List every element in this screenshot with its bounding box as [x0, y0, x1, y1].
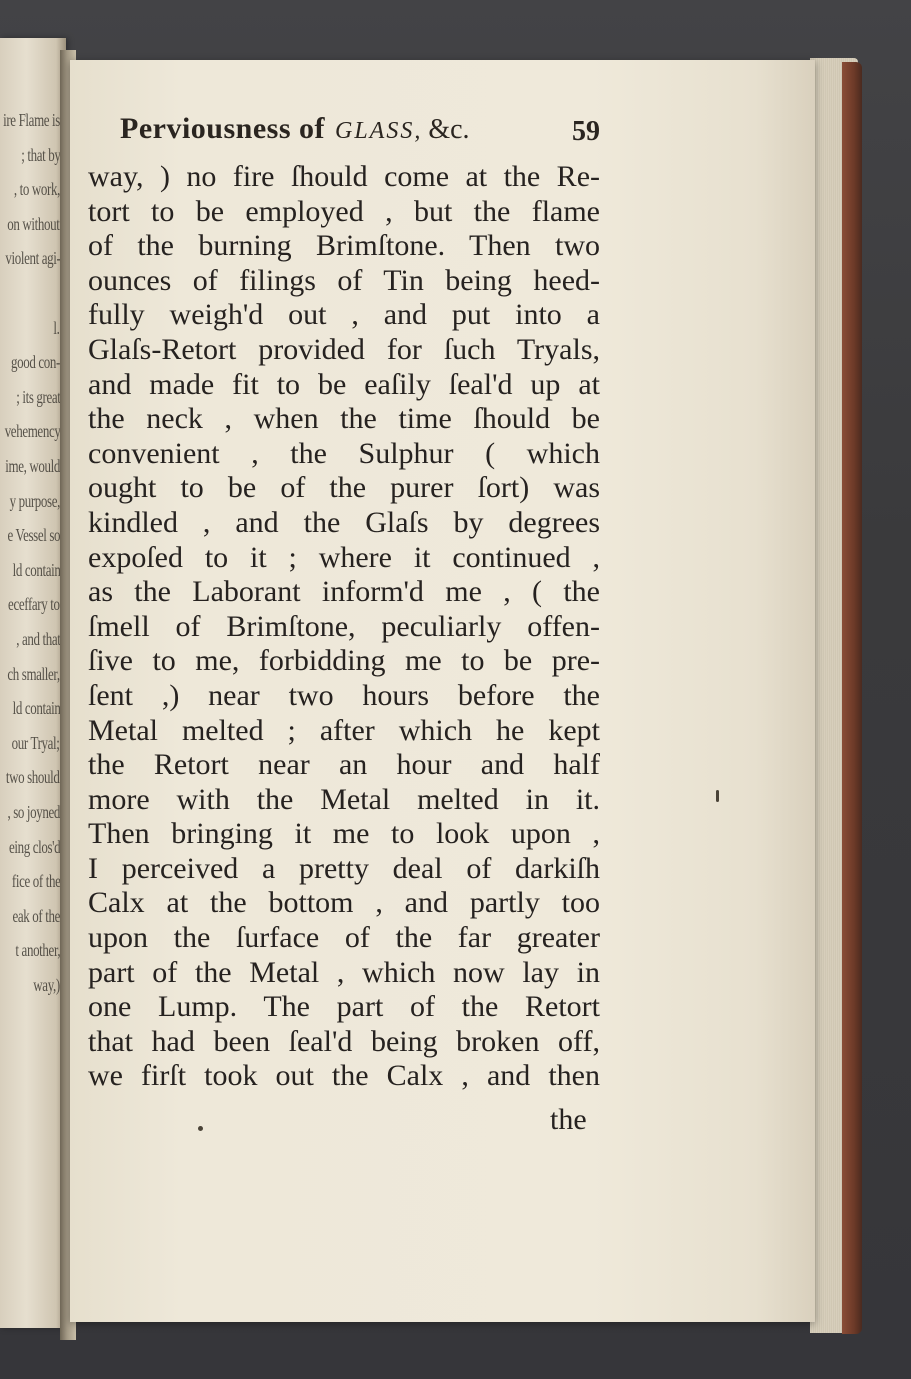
text-line: the Retort near an hour and half: [88, 748, 600, 782]
left-page-fragment: vehemency: [4, 421, 60, 442]
left-page-fragment: l.: [53, 317, 60, 338]
text-line: kindled , and the Glaſs by degrees: [88, 505, 600, 539]
text-line: more with the Metal melted in it.: [88, 782, 600, 816]
running-head-etc: &c.: [428, 114, 470, 145]
left-page-fragment: our Tryal;: [12, 732, 60, 753]
left-page-fragment: eing clos'd: [8, 836, 60, 857]
text-line: fully weigh'd out , and put into a: [88, 298, 600, 332]
page-number: 59: [572, 116, 600, 147]
body-text: [88, 160, 600, 1094]
left-page-fragment: ; that by: [20, 144, 60, 165]
left-page-fragment: ld contain: [12, 559, 60, 580]
left-page-fragment: on without: [7, 213, 60, 234]
left-page-fragment: violent agi-: [4, 248, 60, 269]
left-page-fragment: ch smaller,: [7, 663, 60, 684]
text-line: expoſed to it ; where it continued ,: [88, 540, 600, 574]
text-line: one Lump. The part of the Retort: [88, 990, 600, 1024]
left-page-fragment: ; its great: [15, 386, 60, 407]
ink-speck: [198, 1126, 203, 1131]
running-head-title: Perviousness of: [120, 112, 325, 145]
left-page-fragment: eak of the: [12, 905, 60, 926]
text-line: Then bringing it me to look upon ,: [88, 817, 600, 851]
left-page-fragment: ld contain: [12, 698, 60, 719]
text-line: ſent ,) near two hours before the: [88, 678, 600, 712]
left-page-fragment: ime, would: [5, 456, 60, 476]
left-page-fragment: , to work,: [13, 179, 60, 200]
left-page-fragment: good con-: [11, 352, 60, 373]
text-line: way, ) no fire ſhould come at the Re-: [88, 160, 600, 193]
text-line: as the Laborant inform'd me , ( the: [88, 575, 600, 609]
running-head: [120, 112, 600, 152]
left-page-fragment: eceffary to: [8, 594, 60, 615]
text-line: ought to be of the purer ſort) was: [88, 471, 600, 505]
text-line: we firſt took out the Calx , and then: [88, 1059, 600, 1093]
text-line: that had been ſeal'd being broken off,: [88, 1024, 600, 1058]
text-line: the neck , when the time ſhould be: [88, 402, 600, 436]
text-line: ſmell of Brimſtone, peculiarly offen-: [88, 609, 600, 643]
text-line: of the burning Brimſtone. Then two: [88, 229, 600, 263]
left-page-fragment: , so joyned: [7, 802, 60, 822]
left-page-fragment: fice of the: [11, 871, 60, 892]
book-cover-edge: [842, 62, 862, 1334]
left-page-fragment: e Vessel so: [7, 525, 60, 546]
text-line: convenient , the Sulphur ( which: [88, 436, 600, 470]
ink-speck: [716, 790, 719, 802]
text-line: ſive to me, forbidding me to be pre-: [88, 644, 600, 678]
text-line: Metal melted ; after which he kept: [88, 713, 600, 747]
text-line: upon the ſurface of the far greater: [88, 921, 600, 955]
left-page-fragment: t another,: [15, 940, 60, 961]
left-page-fragment: y purpose,: [9, 490, 60, 511]
text-line: Calx at the bottom , and partly too: [88, 886, 600, 920]
text-line: part of the Metal , which now lay in: [88, 955, 600, 989]
text-line: ounces of filings of Tin being heed-: [88, 263, 600, 297]
left-page-fragment: way,): [33, 975, 60, 995]
previous-page-edge: [0, 38, 66, 1328]
text-line: and made fit to be eaſily ſeal'd up at: [88, 367, 600, 401]
left-page-fragment: ire Flame is: [3, 110, 60, 130]
text-line: tort to be employed , but the flame: [88, 194, 600, 228]
text-line: Glaſs-Retort provided for ſuch Tryals,: [88, 332, 600, 366]
catchword: the: [550, 1103, 587, 1136]
left-page-fragment: , and that: [15, 629, 60, 649]
running-head-italic: GLASS,: [335, 118, 423, 144]
text-line: I perceived a pretty deal of darkiſh: [88, 851, 600, 885]
left-page-fragment: two should: [6, 767, 60, 788]
